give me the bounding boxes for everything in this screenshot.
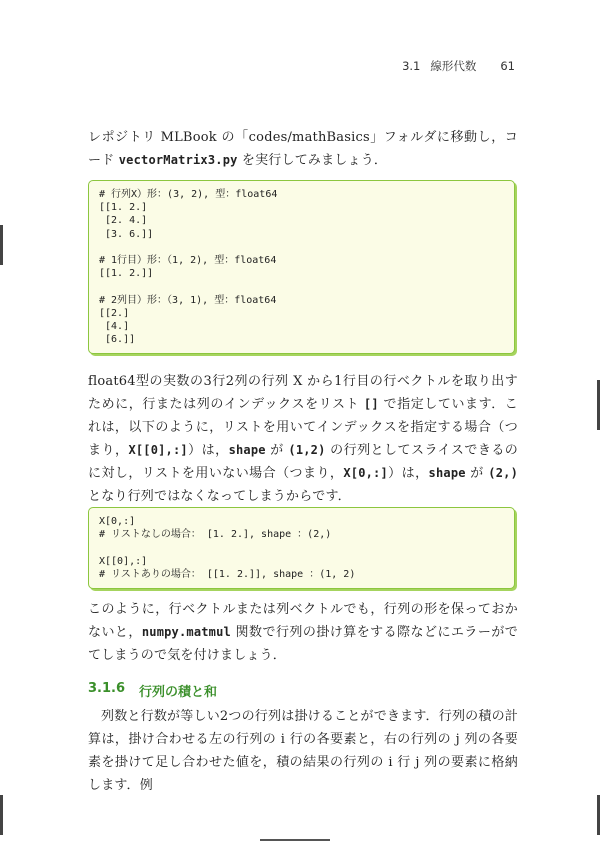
- code-shape-1: shape: [228, 443, 266, 457]
- code-output-box-2: [88, 507, 515, 589]
- section-number: 3.1.6: [88, 681, 126, 696]
- para2-text-3: ）は，: [187, 443, 229, 458]
- script-name: vectorMatrix3.py: [118, 153, 238, 167]
- explanation-paragraph: [88, 370, 518, 508]
- code-output-box-1: [88, 180, 515, 354]
- header-section-number: 3.1: [402, 59, 421, 73]
- intro-paragraph: [88, 126, 518, 172]
- para2-text-4: が: [265, 443, 289, 458]
- code-list-brackets: []: [363, 397, 379, 411]
- page-number: 61: [500, 59, 515, 73]
- intro-text-2: を実行してみましょう．: [241, 153, 388, 168]
- code-output-1: # 行列X）形：(3, 2), 型：float64 [[1. 2.] [2. 4.] [3. 6.]] # 1行目）形：（1, 2), 型：float64 [[1. 2.]] # 2列目）形：（3, 1), 型：float64 [[2.] [4.] [6.]]: [99, 189, 278, 346]
- code-output-2: X[0,:] # リストなしの場合： [1. 2.], shape ：(2,) X[[0],:] # リストありの場合： [[1. 2.]], shape ：(1, 2): [99, 516, 356, 580]
- code-shape-value-2: (2,): [488, 466, 518, 480]
- header-chapter-title: 線形代数: [430, 59, 477, 73]
- code-numpy-matmul: numpy.matmul: [141, 625, 231, 639]
- section-heading: [88, 681, 217, 700]
- product-paragraph: 列数と行数が等しい2つの行列は掛けることができます．行列の積の計算は，掛け合わせる左の行列の i 行の各要素と，右の行列の j 列の各要素を掛けて足し合わせた値を，積の結果の行列の i 行 j 列の要素に格納します．例: [88, 709, 518, 793]
- warning-paragraph: [88, 598, 518, 667]
- trim-mark: [0, 795, 3, 835]
- code-list-index: X[[0],:]: [128, 443, 188, 457]
- code-shape-value-1: (1,2): [288, 443, 326, 457]
- intro-text-1: レポジトリ MLBook の「codes/mathBasics」フォルダに移動し，コード: [88, 130, 518, 168]
- running-header: [402, 58, 515, 74]
- para2-text-7: が: [465, 466, 489, 481]
- para2-text-5: の行列としてスライスできるのに対し，リストを用いない場合（つまり，: [88, 443, 518, 481]
- para3-text-1: このように，行ベクトルまたは列ベクトルでも，行列の形を保っておかないと，: [88, 602, 518, 640]
- para2-text-1: float64型の実数の3行2列の行列 X から1行目の行ベクトルを取り出すために，行または列のインデックスをリスト: [88, 374, 518, 412]
- trim-mark: [0, 225, 3, 265]
- code-scalar-index: X[0,:]: [343, 466, 388, 480]
- para2-text-2: で指定しています．これは，以下のように，リストを用いてインデックスを指定する場合（つまり，: [88, 397, 518, 458]
- para2-text-8: となり行列ではなくなってしまうからです．: [88, 489, 351, 504]
- code-shape-2: shape: [428, 466, 466, 480]
- para3-text-2: 関数で行列の掛け算をする際などにエラーがでてしまうので気を付けましょう．: [88, 625, 518, 663]
- section-title: 行列の積と和: [139, 685, 218, 700]
- para2-text-6: ）は，: [387, 466, 429, 481]
